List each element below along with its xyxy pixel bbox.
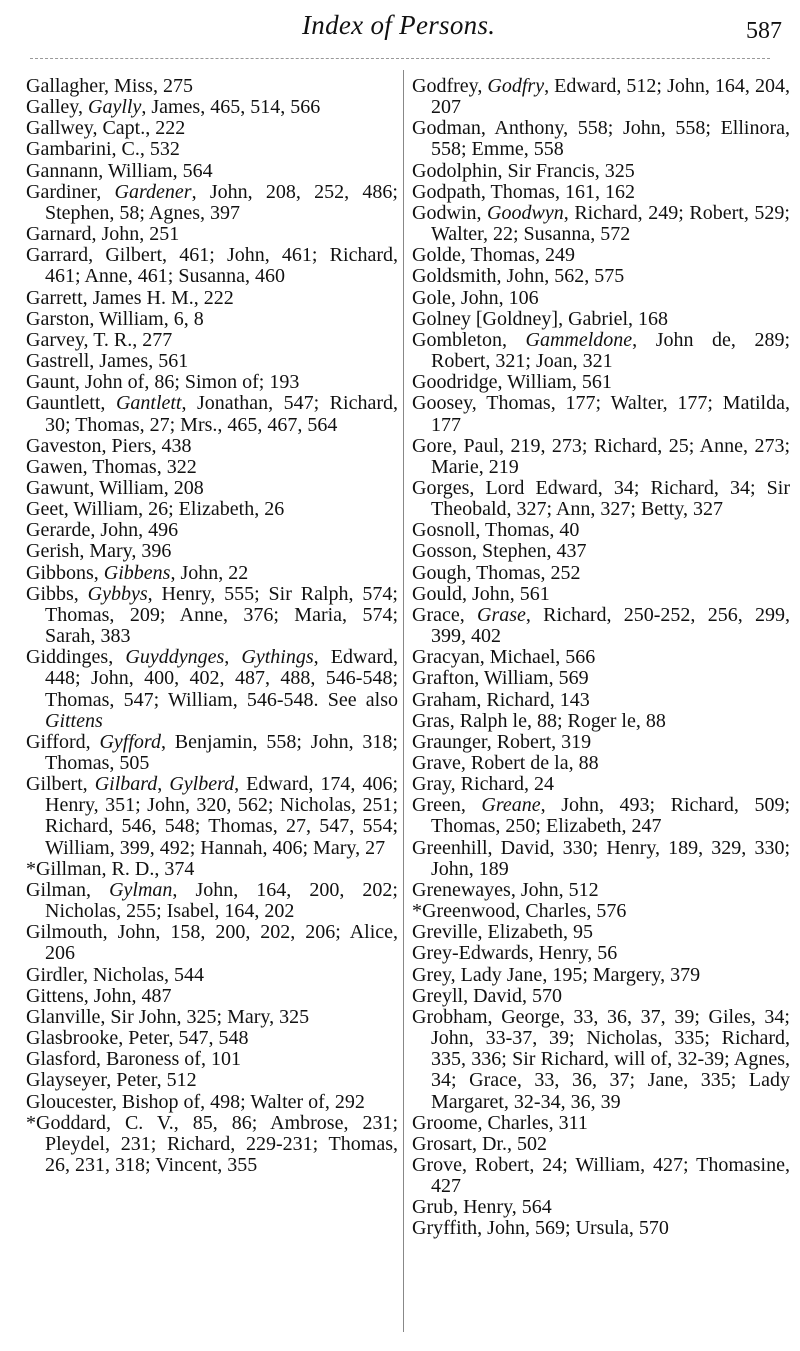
index-entry: Golde, Thomas, 249 xyxy=(412,244,575,267)
index-entry: Gaveston, Piers, 438 xyxy=(26,434,192,457)
index-entry: Giddinges, Guyddynges, Gythings, Edward, 448; John, 400, 402, 487, 488, 546-548; Thomas, 547; William, 546-548. See also Gittens xyxy=(26,646,399,732)
index-entry: Greyll, David, 570 xyxy=(412,984,562,1007)
index-entry: Green, Greane, John, 493; Richard, 509; Thomas, 250; Elizabeth, 247 xyxy=(412,794,791,838)
index-entry: *Greenwood, Charles, 576 xyxy=(412,900,627,923)
index-entry: Gallagher, Miss, 275 xyxy=(26,75,193,97)
index-entry: Gardiner, Gardener, John, 208, 252, 486; Stephen, 58; Agnes, 397 xyxy=(26,180,398,224)
page-number: 587 xyxy=(746,18,782,44)
index-entry: Grey, Lady Jane, 195; Margery, 379 xyxy=(412,963,701,986)
index-entry: Goosey, Thomas, 177; Walter, 177; Matilda, 177 xyxy=(412,392,790,436)
index-entry: Galley, Gaylly, James, 465, 514, 566 xyxy=(26,96,321,119)
index-entry: Gastrell, James, 561 xyxy=(26,350,189,373)
index-entry: Gilbert, Gilbard, Gylberd, Edward, 174, 406; Henry, 351; John, 320, 562; Nicholas, 251; Richard, 546, 548; Thomas, 27, 547, 554; William, 399, 492; Hannah, 406; Mary, 27 xyxy=(26,773,398,859)
index-entry: Grobham, George, 33, 36, 37, 39; Giles, 34; John, 33-37, 39; Nicholas, 335; Richard, 335, 336; Sir Richard, will of, 32-39; Agnes, 34; Grace, 33, 36, 37; Jane, 335; Lady Margaret, 32-34, 36, 39 xyxy=(412,1005,790,1113)
index-entry: Godwin, Goodwyn, Richard, 249; Robert, 529; Walter, 22; Susanna, 572 xyxy=(412,201,790,246)
index-entry: Groome, Charles, 311 xyxy=(412,1111,588,1134)
index-entry: Garvey, T. R., 277 xyxy=(26,328,173,351)
index-entry: Gambarini, C., 532 xyxy=(26,138,180,161)
index-entry: Gawunt, William, 208 xyxy=(26,476,204,499)
index-entry: Gallwey, Capt., 222 xyxy=(26,117,186,140)
index-entry: Godfrey, Godfry, Edward, 512; John, 164, 204, 207 xyxy=(412,75,790,119)
page-header xyxy=(0,10,800,50)
index-entry: Gibbons, Gibbens, John, 22 xyxy=(26,561,249,584)
index-entry: Gosson, Stephen, 437 xyxy=(412,540,587,563)
page-title: Index of Persons. xyxy=(302,10,496,40)
index-entry: *Gillman, R. D., 374 xyxy=(26,857,195,880)
header-rule xyxy=(30,58,770,59)
index-entry: Greville, Elizabeth, 95 xyxy=(412,921,594,944)
index-entry: Gannann, William, 564 xyxy=(26,159,213,182)
index-entry: Gibbs, Gybbys, Henry, 555; Sir Ralph, 574; Thomas, 209; Anne, 376; Maria, 574; Sarah, 383 xyxy=(26,582,398,648)
index-column-left xyxy=(26,76,398,1176)
index-entry: Gras, Ralph le, 88; Roger le, 88 xyxy=(412,709,666,732)
index-entry: Garrard, Gilbert, 461; John, 461; Richard, 461; Anne, 461; Susanna, 460 xyxy=(26,244,398,288)
index-entry: Gilman, Gylman, John, 164, 200, 202; Nicholas, 255; Isabel, 164, 202 xyxy=(26,878,398,923)
index-entry: Gray, Richard, 24 xyxy=(412,773,554,796)
index-entry: Gaunt, John of, 86; Simon of; 193 xyxy=(26,371,300,394)
index-entry: Glasford, Baroness of, 101 xyxy=(26,1048,241,1071)
index-entry: Garston, William, 6, 8 xyxy=(26,307,204,330)
index-entry: Girdler, Nicholas, 544 xyxy=(26,963,205,986)
index-entry: Gorges, Lord Edward, 34; Richard, 34; Sir Theobald, 327; Ann, 327; Betty, 327 xyxy=(412,476,790,521)
index-entry: Gauntlett, Gantlett, Jonathan, 547; Richard, 30; Thomas, 27; Mrs., 465, 467, 564 xyxy=(26,392,398,436)
index-entry: Gittens, John, 487 xyxy=(26,984,172,1007)
index-entry: Gould, John, 561 xyxy=(412,582,550,605)
index-entry: Gawen, Thomas, 322 xyxy=(26,455,197,478)
index-entry: Godpath, Thomas, 161, 162 xyxy=(412,180,635,203)
index-entry: Goodridge, William, 561 xyxy=(412,371,612,394)
index-entry: Godolphin, Sir Francis, 325 xyxy=(412,159,635,182)
index-entry: Gifford, Gyfford, Benjamin, 558; John, 318; Thomas, 505 xyxy=(26,730,398,774)
index-entry: Gerish, Mary, 396 xyxy=(26,540,172,563)
index-entry: Grosart, Dr., 502 xyxy=(412,1132,547,1155)
index-entry: Gilmouth, John, 158, 200, 202, 206; Alice, 206 xyxy=(26,921,398,965)
index-entry: Glayseyer, Peter, 512 xyxy=(26,1069,197,1092)
index-entry: Grey-Edwards, Henry, 56 xyxy=(412,942,618,965)
index-entry: Gerarde, John, 496 xyxy=(26,519,179,542)
index-entry: Godman, Anthony, 558; John, 558; Ellinora, 558; Emme, 558 xyxy=(412,117,790,161)
index-entry: Grave, Robert de la, 88 xyxy=(412,752,599,774)
index-entry: *Goddard, C. V., 85, 86; Ambrose, 231; Pleydel, 231; Richard, 229-231; Thomas, 26, 231, 318; Vincent, 355 xyxy=(26,1111,398,1176)
index-entry: Greenhill, David, 330; Henry, 189, 329, 330; John, 189 xyxy=(412,836,790,880)
index-entry: Grenewayes, John, 512 xyxy=(412,878,599,901)
index-entry: Glanville, Sir John, 325; Mary, 325 xyxy=(26,1005,310,1028)
index-entry: Gole, John, 106 xyxy=(412,286,539,309)
index-entry: Gosnoll, Thomas, 40 xyxy=(412,519,580,542)
index-entry: Geet, William, 26; Elizabeth, 26 xyxy=(26,498,285,521)
index-entry: Garnard, John, 251 xyxy=(26,223,180,246)
index-entry: Grace, Grase, Richard, 250-252, 256, 299, 399, 402 xyxy=(412,603,790,648)
index-entry: Gore, Paul, 219, 273; Richard, 25; Anne, 273; Marie, 219 xyxy=(412,434,790,478)
index-entry: Goldsmith, John, 562, 575 xyxy=(412,265,625,288)
column-divider xyxy=(403,70,404,1332)
index-entry: Grove, Robert, 24; William, 427; Thomasine, 427 xyxy=(412,1153,790,1198)
index-entry: Grafton, William, 569 xyxy=(412,667,589,690)
index-entry: Garrett, James H. M., 222 xyxy=(26,286,234,309)
index-entry: Grub, Henry, 564 xyxy=(412,1196,552,1219)
index-entry: Graunger, Robert, 319 xyxy=(412,730,592,753)
index-entry: Gough, Thomas, 252 xyxy=(412,561,581,584)
index-entry: Gloucester, Bishop of, 498; Walter of, 292 xyxy=(26,1090,365,1113)
index-entry: Golney [Goldney], Gabriel, 168 xyxy=(412,307,669,330)
index-entry: Glasbrooke, Peter, 547, 548 xyxy=(26,1027,249,1050)
index-entry: Gombleton, Gammeldone, John de, 289; Robert, 321; Joan, 321 xyxy=(412,328,790,373)
index-entry: Gryffith, John, 569; Ursula, 570 xyxy=(412,1217,669,1240)
index-column-right xyxy=(412,76,790,1240)
index-entry: Gracyan, Michael, 566 xyxy=(412,646,596,669)
index-entry: Graham, Richard, 143 xyxy=(412,688,590,711)
